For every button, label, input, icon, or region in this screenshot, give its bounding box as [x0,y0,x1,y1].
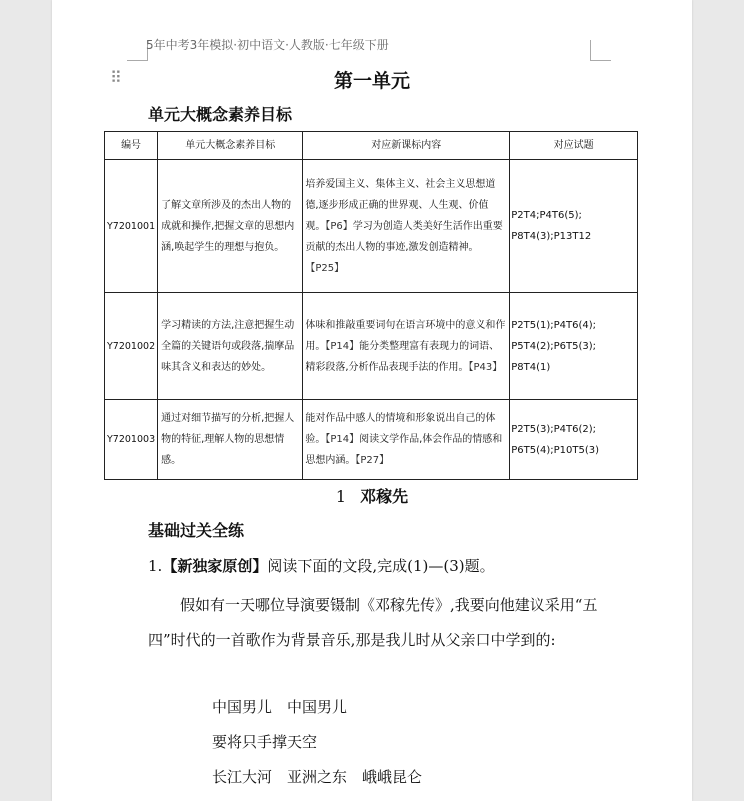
poem-line: 要将只手撑天空 [212,733,318,751]
table-row [105,160,638,293]
drag-handle-icon[interactable]: ⠿ [110,68,120,87]
standard-text: 培养爱国主义、集体主义、社会主义思想道德,逐步形成正确的世界观、人生观、价值观。 [305,178,496,232]
row-code: Y7201002 [105,293,158,400]
row-goal: 学习精读的方法,注意把握生动全篇的关键语句或段落,揣摩品味其含义和表达的妙处。 [158,293,303,400]
row-code: Y7201001 [105,160,158,293]
section-title: 单元大概念素养目标 [148,105,293,124]
question-tag: 【新独家原创】 [162,557,268,575]
question-stem [148,555,495,576]
row-tests [510,400,638,480]
page-header: 5年中考3年模拟·初中语文·人教版·七年级下册 [146,38,389,52]
row-tests [510,293,638,400]
question-text: 阅读下面的文段,完成(1)—(3)题。 [267,557,495,575]
row-standard [303,160,510,293]
row-standard [303,400,510,480]
table-header-row [105,132,638,160]
lesson-name: 邓稼先 [360,487,409,506]
table-row [105,400,638,480]
header-goal: 单元大概念素养目标 [158,132,303,160]
tests-line: P8T4(1) [511,361,551,373]
row-code: Y7201003 [105,400,158,480]
standard-ref: 【P27】 [355,455,390,466]
header-tests: 对应试题 [510,132,638,160]
standard-text: 学习为创造人类美好生活作出重要贡献的杰出人物的事迹,激发创造精神。 [305,220,503,253]
tests-line: P8T4(3);P13T12 [511,231,592,242]
lesson-title [52,484,692,507]
margin-corner-top-left [127,40,148,61]
row-goal: 通过对细节描写的分析,把握人物的特征,理解人物的思想情感。 [158,400,303,480]
standard-text: 能对作品中感人的情境和形象说出自己的体验。 [305,413,496,445]
standard-ref: 【P14】 [325,340,360,352]
row-standard [303,293,510,400]
tests-line: P2T4;P4T6(5); [511,210,582,221]
passage-text: 假如有一天哪位导演要镊制《邓稼先传》,我要向他建议采用“五四”时代的一首歌作为背景音乐,那是我儿时从父亲口中学到的: [148,596,598,649]
tests-line: P6T5(4);P10T5(3) [511,444,600,456]
reading-passage [148,588,598,658]
standard-ref: 【P43】 [468,361,503,373]
standard-text: 体味和推敲重要词句在语言环境中的意义和作用。 [305,319,506,352]
document-page [52,0,692,801]
tests-line: P2T5(3);P4T6(2); [511,423,597,435]
margin-corner-top-right [590,40,611,61]
unit-title: 第一单元 [333,70,410,92]
question-number: 1. [148,557,163,575]
row-tests [510,160,638,293]
tests-line: P2T5(1);P4T6(4); [511,319,597,331]
header-code: 编号 [105,132,158,160]
standard-ref: 【P25】 [305,262,345,274]
row-goal: 了解文章所涉及的杰出人物的成就和操作,把握文章的思想内涵,唤起学生的理想与抱负。 [158,160,303,293]
standard-text: 能分类整理富有表现力的词语、精彩段落,分析作品表现手法的作用。 [305,340,500,373]
goals-table [104,131,638,480]
poem-line: 中国男儿 中国男儿 [212,698,348,716]
poem-lyrics [212,690,422,795]
standard-text: 阅读文学作品,体会作品的情感和思想内涵。 [305,434,503,466]
standard-ref: 【P6】 [325,220,353,232]
tests-line: P5T4(2);P6T5(3); [511,340,597,352]
header-standard: 对应新课标内容 [303,132,510,160]
subsection-title: 基础过关全练 [148,521,245,540]
standard-ref: 【P14】 [325,434,360,445]
poem-line: 长江大河 亚洲之东 峨峨昆仑 [212,768,423,786]
lesson-number: 1 [335,487,347,506]
table-row [105,293,638,400]
